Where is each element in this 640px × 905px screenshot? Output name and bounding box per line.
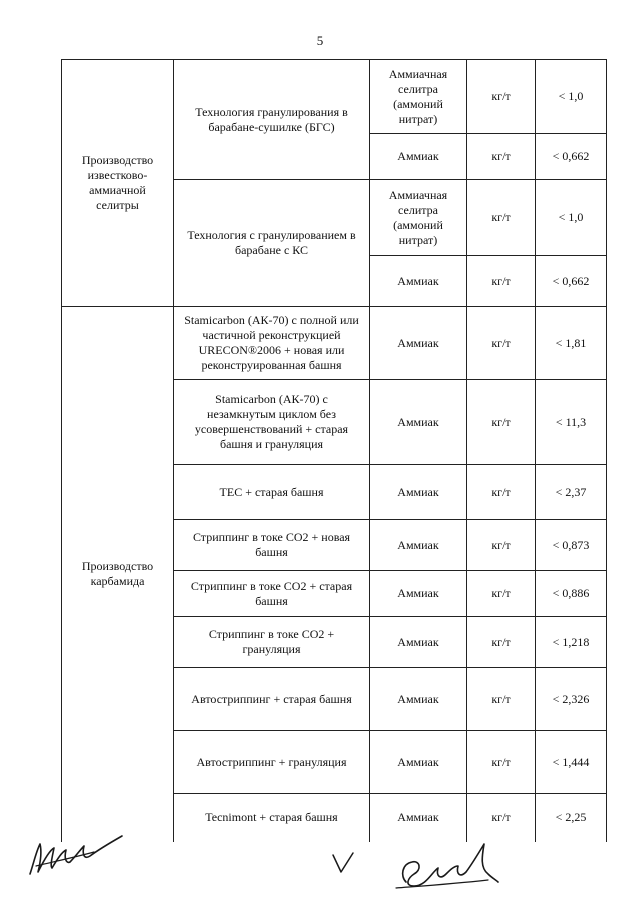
value-cell: < 11,3: [536, 380, 607, 465]
value-cell: < 2,37: [536, 465, 607, 520]
handwritten-checkmark: [330, 850, 356, 876]
value-cell: < 1,0: [536, 180, 607, 256]
unit-cell: кг/т: [467, 668, 536, 731]
unit-cell: кг/т: [467, 180, 536, 256]
handwritten-signature-left: [22, 822, 132, 884]
substance-cell: Аммиак: [370, 571, 467, 617]
substance-cell: Аммиак: [370, 134, 467, 180]
value-cell: < 0,662: [536, 134, 607, 180]
unit-cell: кг/т: [467, 731, 536, 794]
category-cell: Производство карбамида: [62, 307, 174, 842]
substance-cell: Аммиак: [370, 731, 467, 794]
handwritten-signature-right: [392, 836, 502, 894]
technology-cell: Stamicarbon (АК-70) с незамкнутым циклом без усовершенствований + старая башня и грануляция: [174, 380, 370, 465]
unit-cell: кг/т: [467, 60, 536, 134]
technology-cell: Стриппинг в токе CO2 + грануляция: [174, 617, 370, 668]
technology-cell: Технология гранулирования в барабане-сушилке (БГС): [174, 60, 370, 180]
unit-cell: кг/т: [467, 256, 536, 307]
technology-cell: TEC + старая башня: [174, 465, 370, 520]
table-row: [62, 60, 607, 134]
unit-cell: кг/т: [467, 465, 536, 520]
category-cell: Производство известково-аммиачной селитры: [62, 60, 174, 307]
technology-cell: Автостриппинг + старая башня: [174, 668, 370, 731]
substance-cell: Аммиачная селитра (аммоний нитрат): [370, 60, 467, 134]
unit-cell: кг/т: [467, 617, 536, 668]
unit-cell: кг/т: [467, 794, 536, 842]
unit-cell: кг/т: [467, 380, 536, 465]
substance-cell: Аммиачная селитра (аммоний нитрат): [370, 180, 467, 256]
value-cell: < 0,662: [536, 256, 607, 307]
substance-cell: Аммиак: [370, 256, 467, 307]
unit-cell: кг/т: [467, 571, 536, 617]
substance-cell: Аммиак: [370, 307, 467, 380]
substance-cell: Аммиак: [370, 668, 467, 731]
value-cell: < 1,444: [536, 731, 607, 794]
technology-cell: Технология с гранулированием в барабане с КС: [174, 180, 370, 307]
value-cell: < 2,326: [536, 668, 607, 731]
page-number: 5: [316, 33, 324, 48]
value-cell: < 2,25: [536, 794, 607, 842]
emissions-table: [61, 59, 607, 842]
value-cell: < 0,886: [536, 571, 607, 617]
technology-cell: Tecnimont + старая башня: [174, 794, 370, 842]
unit-cell: кг/т: [467, 520, 536, 571]
substance-cell: Аммиак: [370, 794, 467, 842]
value-cell: < 1,0: [536, 60, 607, 134]
technology-cell: Автостриппинг + грануляция: [174, 731, 370, 794]
value-cell: < 1,218: [536, 617, 607, 668]
substance-cell: Аммиак: [370, 380, 467, 465]
substance-cell: Аммиак: [370, 520, 467, 571]
technology-cell: Стриппинг в токе CO2 + новая башня: [174, 520, 370, 571]
unit-cell: кг/т: [467, 134, 536, 180]
technology-cell: Стриппинг в токе CO2 + старая башня: [174, 571, 370, 617]
value-cell: < 1,81: [536, 307, 607, 380]
table-row: [62, 307, 607, 380]
value-cell: < 0,873: [536, 520, 607, 571]
substance-cell: Аммиак: [370, 465, 467, 520]
substance-cell: Аммиак: [370, 617, 467, 668]
technology-cell: Stamicarbon (АК-70) с полной или частичной реконструкцией URECON®2006 + новая или реконструированная башня: [174, 307, 370, 380]
unit-cell: кг/т: [467, 307, 536, 380]
